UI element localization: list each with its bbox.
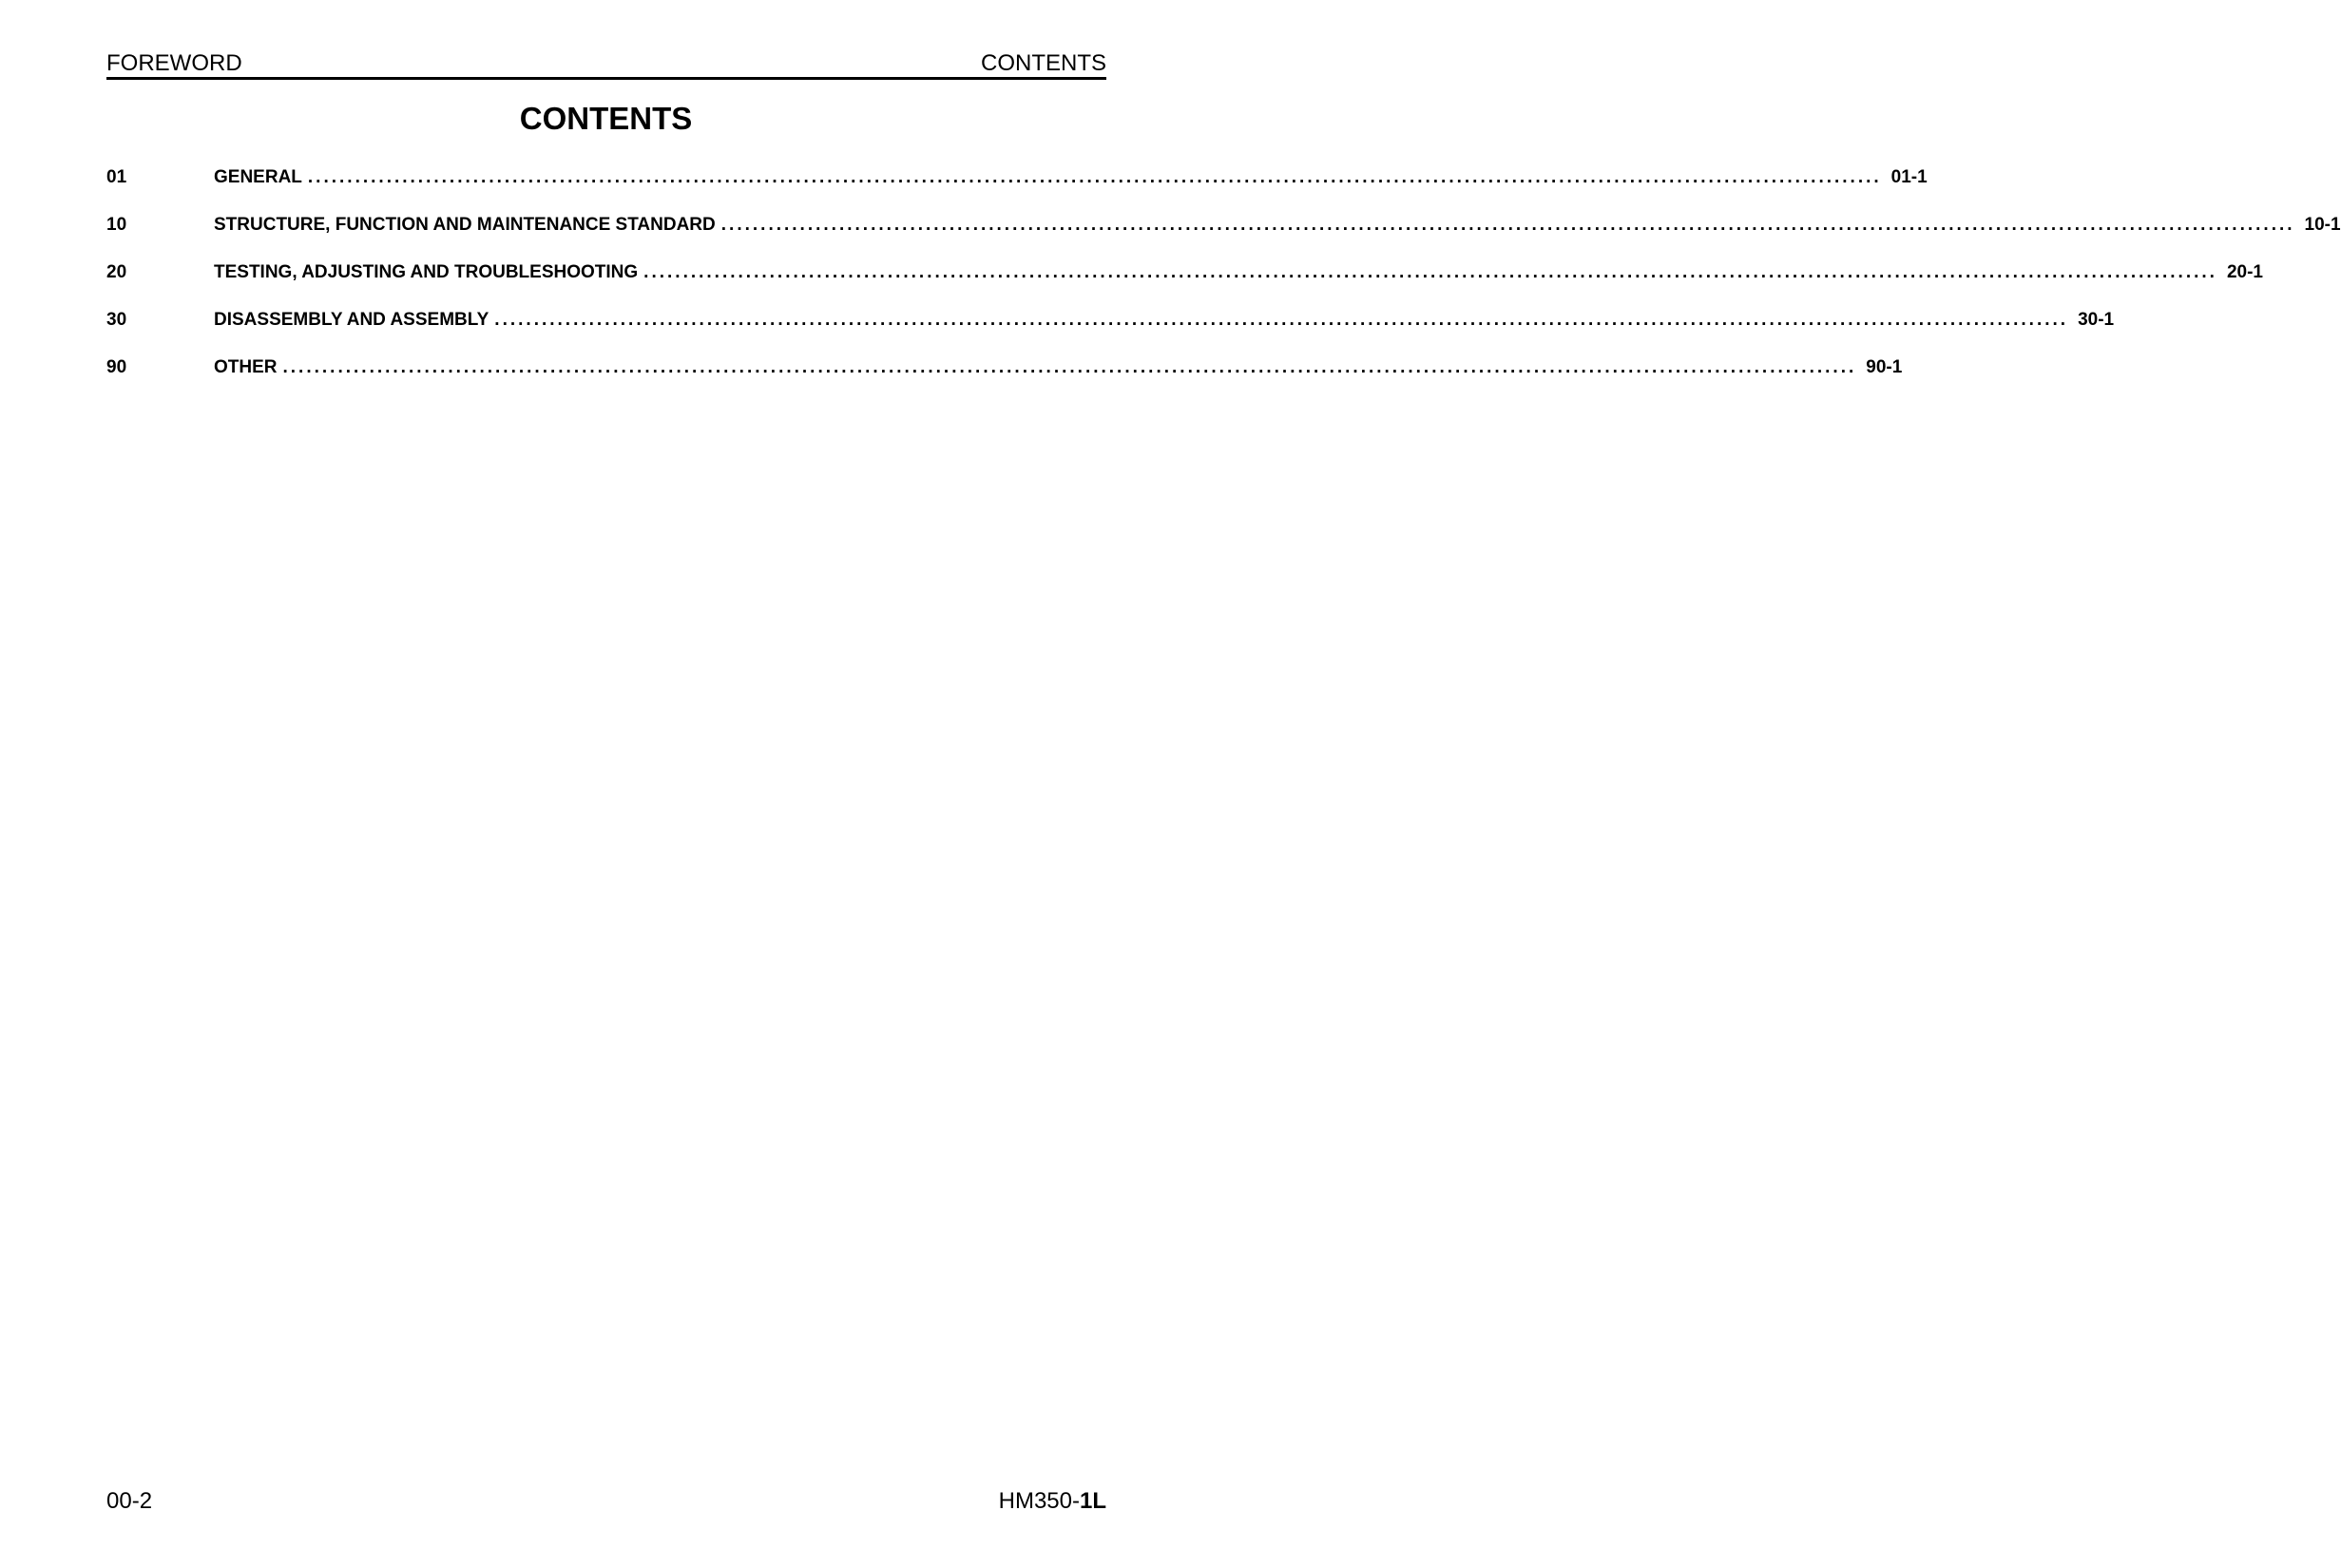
toc-entry-label: STRUCTURE, FUNCTION AND MAINTENANCE STANDARD bbox=[214, 215, 716, 235]
toc-entry-number: 30 bbox=[106, 310, 127, 330]
toc-entry-page: 01-1 bbox=[1890, 167, 1928, 187]
toc-entry-page: 90-1 bbox=[1866, 357, 1903, 377]
footer-page-number: 00-2 bbox=[106, 1488, 153, 1514]
toc-entry-number: 10 bbox=[106, 215, 127, 235]
toc-entry-page: 20-1 bbox=[2226, 262, 2263, 282]
toc-entry-disassembly[interactable] bbox=[106, 304, 2115, 352]
toc-entry-label: OTHER bbox=[214, 357, 278, 377]
toc-entry-structure[interactable] bbox=[106, 209, 2341, 257]
page-header bbox=[106, 50, 1106, 80]
toc-entry-label: DISASSEMBLY AND ASSEMBLY bbox=[214, 310, 489, 330]
toc-entry-page: 30-1 bbox=[2078, 310, 2115, 330]
toc-leader-dots: ........................................................................................................................................................................................................ bbox=[494, 310, 2069, 330]
toc-entry-other[interactable] bbox=[106, 352, 1903, 399]
toc-entry-number: 20 bbox=[106, 262, 127, 282]
toc-entry-number: 90 bbox=[106, 357, 127, 377]
toc-entry-general[interactable] bbox=[106, 162, 1928, 209]
toc-entry-number: 01 bbox=[106, 167, 127, 187]
header-page-title: CONTENTS bbox=[981, 50, 1106, 76]
toc-entry-label: TESTING, ADJUSTING AND TROUBLESHOOTING bbox=[214, 262, 639, 282]
page-title: CONTENTS bbox=[519, 101, 693, 136]
footer-model-suffix: 1L bbox=[1079, 1488, 1106, 1514]
toc-leader-dots: ........................................................................................................................................................................................................ bbox=[720, 215, 2295, 235]
toc-leader-dots: ........................................................................................................................................................................................................ bbox=[307, 167, 1882, 187]
toc-entry-label: GENERAL bbox=[214, 167, 302, 187]
toc-leader-dots: ........................................................................................................................................................................................................ bbox=[643, 262, 2217, 282]
table-of-contents bbox=[106, 162, 2341, 399]
footer-model-code bbox=[999, 1488, 1106, 1515]
toc-entry-testing[interactable] bbox=[106, 257, 2263, 304]
footer-model-prefix: HM350- bbox=[998, 1488, 1080, 1514]
header-section-title: FOREWORD bbox=[106, 50, 242, 76]
toc-entry-page: 10-1 bbox=[2304, 215, 2341, 235]
toc-leader-dots: ........................................................................................................................................................................................................ bbox=[282, 357, 1857, 377]
